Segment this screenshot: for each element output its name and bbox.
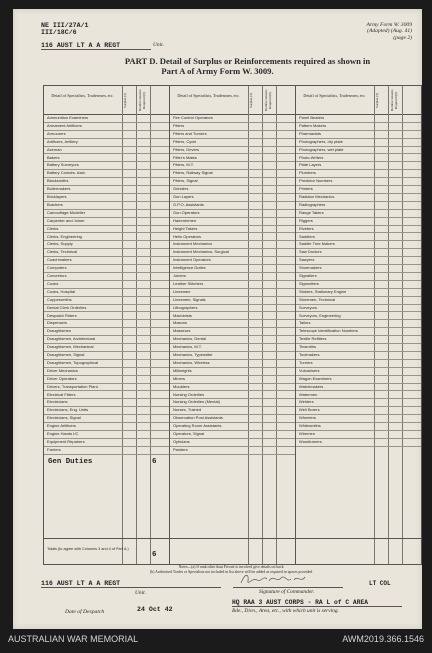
trade-label: Height Takers — [173, 225, 198, 231]
trade-label: Observation Post Assistants — [173, 415, 223, 421]
trade-label: Dental Clerk Orderlies — [47, 304, 87, 310]
trade-label: Electricians — [47, 399, 68, 405]
trade-label: Blacksmiths — [47, 178, 69, 184]
handwritten-signature — [239, 571, 319, 587]
trade-label: Photographers, dry plate — [299, 138, 343, 144]
typed-entry-value: 6 — [152, 457, 157, 466]
table-row — [44, 446, 169, 455]
footer-unit-label: Unit. — [135, 590, 146, 596]
trade-label: Butchers — [47, 201, 63, 207]
form-identifier — [367, 22, 412, 41]
trade-label: Riveters — [299, 225, 314, 231]
trade-label: Carpenter and Joiner — [47, 217, 85, 223]
trade-label: Helio Operators — [173, 233, 202, 239]
form-page-number: (page 2) — [393, 34, 412, 41]
trade-label: Electricians, Signal — [47, 415, 81, 421]
trade-label: Concretors — [47, 273, 67, 278]
trade-label: Draughtsmen — [47, 328, 72, 334]
trade-label: Storemen, Technical — [299, 296, 336, 302]
trade-label: Wheelers — [299, 415, 316, 421]
trade-label: Fitters — [173, 122, 185, 128]
trade-label: Linesmen — [173, 288, 191, 294]
trade-label: Instrument Mechanics — [173, 241, 213, 247]
trade-label: Fitters, Drivers — [173, 146, 199, 152]
trade-label: Joiners — [173, 273, 186, 278]
trade-label: Saw Doctors — [299, 249, 322, 255]
trade-label: Masseurs — [173, 328, 191, 334]
trade-label: Panel Beaters — [299, 115, 325, 120]
trade-label: Intelligence Duties — [173, 265, 206, 271]
trade-label: Fitters, Railway Signal — [173, 170, 213, 176]
reinforcements-header: Reinforcements Required (6) — [138, 89, 146, 111]
trade-label: Cooks, Hospital — [47, 288, 76, 294]
trade-label: Mechanics, Dental — [173, 336, 206, 342]
trade-label: Leather Stitchers — [173, 280, 204, 286]
trade-label: Despatch Riders — [47, 312, 77, 318]
trade-label: Vulcanisers — [299, 367, 320, 373]
column-header-label: Detail of Specialists, Tradesmen, etc. — [303, 93, 366, 98]
trade-label: Saddle Tree Makers — [299, 241, 335, 247]
specialists-table — [43, 85, 422, 565]
trade-label: Photo-Writers — [299, 154, 324, 160]
reinforcements-header: Reinforcements Required (6) — [264, 89, 272, 111]
note-b: (b) Authorised Trades or Specialists not included in list above will be added as required in spaces provided. — [149, 570, 314, 574]
unit-name: 116 AUST LT A A REGT — [41, 42, 151, 50]
title-line-1: PART D. Detail of Surplus or Reinforcements required as shown in — [124, 56, 371, 66]
trade-label: Sawyers — [299, 257, 315, 263]
trade-label: Radiator Mechanics — [299, 194, 335, 199]
trade-label: Watchmakers — [299, 383, 324, 389]
trade-label: Fire Control Operators — [173, 115, 213, 120]
trade-label: Clerks, Supply — [47, 241, 73, 247]
trade-label: Shoemakers — [299, 265, 322, 271]
commander-rank: LT COL — [369, 580, 391, 587]
trade-label: Watermen — [299, 391, 318, 397]
trade-label: Nurses, Trained — [173, 407, 202, 413]
archive-reference: AWM2019.366.1546 — [342, 634, 424, 644]
form-adapted: (Adapted) (Aug. 41) — [367, 28, 412, 35]
form-title — [13, 56, 422, 76]
trade-label: Range Takers — [299, 209, 324, 215]
trade-label: Photographers, wet plate — [299, 146, 344, 152]
trade-label: Dispensers — [47, 320, 68, 326]
trade-label: Armament Artificers — [47, 122, 82, 128]
date-of-despatch-label: Date of Despatch — [65, 609, 105, 615]
ref-line-2: III/18C/6 — [41, 29, 77, 36]
trade-label: Battery Comdrs. Asst. — [47, 170, 86, 176]
trade-label: Mechanics, M.T. — [173, 344, 202, 350]
trade-label: Draughtsmen, Topographical — [47, 359, 99, 365]
trade-label: Miners — [173, 375, 186, 381]
reinforcements-header: Reinforcements Required (6) — [390, 89, 398, 111]
notes — [43, 565, 420, 575]
trade-label: Painters — [173, 446, 188, 452]
trade-label: G.P.O. Assistants — [173, 201, 204, 207]
trade-label: Signallers — [299, 273, 317, 278]
trade-label: Nursing Orderlies (Mental) — [173, 399, 220, 405]
trade-label: Farriers — [47, 446, 61, 452]
totals-row — [44, 538, 169, 565]
totals-row — [170, 538, 295, 565]
trade-label: Coachmakers — [47, 257, 72, 263]
trade-label: Operators, Signal — [173, 431, 205, 436]
totals-label: Totals (to agree with Columns 3 and 4 of Part A.) — [47, 547, 129, 551]
table-column-3 — [296, 86, 421, 564]
trade-label: Wagon Examiners — [299, 375, 332, 381]
surplus-header: Surplus (5) — [375, 92, 379, 108]
trade-label: Operating Room Assistants — [173, 423, 222, 429]
trade-label: Fitter's Mates — [173, 154, 197, 160]
trade-label: Pattern Makers — [299, 122, 327, 128]
trade-label: Plumbers — [299, 170, 316, 176]
trade-label: Driver Operators — [47, 375, 77, 381]
totals-value: 6 — [152, 551, 157, 559]
surplus-header: Surplus (5) — [123, 92, 127, 108]
trade-label: Surveyors, Engineering — [299, 312, 341, 318]
table-row — [170, 446, 295, 455]
trade-label: Computers — [47, 265, 67, 271]
trade-label: Draughtsmen, Architectural — [47, 336, 96, 342]
trade-label: Axeman — [47, 146, 62, 152]
trade-label: Fitters, Cycle — [173, 138, 197, 144]
trade-label: Saddlers — [299, 233, 315, 239]
totals-row — [296, 538, 421, 565]
trade-label: Bakers — [47, 154, 60, 160]
trade-label: Engine Artificers — [47, 423, 76, 429]
trade-label: Grinders — [173, 186, 189, 192]
trade-label: Fitters, Signal — [173, 178, 198, 184]
trade-label: Electrical Fitters — [47, 391, 76, 397]
surplus-header: Surplus (5) — [249, 92, 253, 108]
trade-label: Battery Surveyors — [47, 162, 79, 168]
trade-label: Tailors — [299, 320, 311, 326]
headquarters-label: Bde., Divn., Area, etc., with which unit is serving. — [232, 608, 339, 614]
table-column-1 — [44, 86, 170, 564]
note-a: Notes—(a) If rank other than Private is involved give details on back. — [178, 565, 285, 569]
trade-label: Mechanics, Wireless — [173, 359, 210, 365]
trade-label: Gun Operators — [173, 209, 200, 215]
trade-label: Draughtsmen, Signal — [47, 352, 85, 357]
trade-label: Riggers — [299, 217, 313, 223]
form-number: Army Form W. 3009 — [366, 22, 412, 28]
table-row — [296, 438, 421, 447]
form-page — [13, 9, 422, 629]
trade-label: Stokers, Stationary Engine — [299, 288, 347, 294]
trade-label: Radiographers — [299, 201, 326, 207]
trade-label: Plate Layers — [299, 162, 322, 168]
trade-label: Opticians — [173, 438, 190, 444]
trade-label: Signwriters — [299, 280, 319, 286]
trade-label: Wiremen — [299, 431, 316, 436]
table-column-2 — [170, 86, 296, 564]
trade-label: Welders — [299, 399, 314, 405]
trade-label: Equipment Repairers — [47, 438, 85, 444]
trade-label: Clerks, Technical — [47, 249, 78, 255]
trade-label: Whitesmiths — [299, 423, 321, 429]
trade-label: Boilermakers — [47, 186, 71, 192]
trade-label: Engine Hands I/C — [47, 431, 79, 436]
trade-label: Surveyors — [299, 304, 318, 310]
date-of-despatch: 24 Oct 42 — [137, 606, 173, 613]
trade-label: Gun Layers — [173, 194, 194, 199]
signature-label: Signature of Commander. — [259, 589, 315, 595]
trade-label: Woodturners — [299, 438, 322, 444]
trade-label: Lithographers — [173, 304, 198, 310]
trade-label: Electricians, Eng. Units — [47, 407, 89, 413]
trade-label: Mechanics, Typewriter — [173, 352, 213, 357]
trade-label: Driver Mechanics — [47, 367, 78, 373]
trade-label: Clerks — [47, 225, 59, 231]
reference-numbers — [41, 22, 88, 36]
trade-label: Machinists — [173, 312, 192, 318]
trade-label: Nursing Orderlies — [173, 391, 205, 397]
trade-label: Printers — [299, 186, 313, 192]
footer-unit-name: 116 AUST LT A A REGT — [41, 580, 221, 588]
trade-label: Fitters, M.T. — [173, 162, 194, 168]
trade-label: Instrument Operators — [173, 257, 211, 263]
trade-label: Armourers — [47, 130, 66, 136]
trade-label: Drivers, Transportation Plant — [47, 383, 98, 389]
trade-label: Draughtsmen, Mechanical — [47, 344, 94, 350]
headquarters: HQ RAA 3 AUST CORPS - RA L of C AREA — [232, 599, 402, 607]
trade-label: Toolmakers — [299, 352, 320, 357]
trade-label: Turners — [299, 359, 313, 365]
trade-label: Well Borers — [299, 407, 320, 413]
unit-label: Unit. — [153, 42, 164, 48]
trade-label: Predictor Numbers — [299, 178, 333, 184]
trade-label: Hammermen — [173, 217, 197, 223]
trade-label: Masons — [173, 320, 188, 326]
trade-label: Tinsmiths — [299, 344, 316, 350]
commander-signature — [233, 571, 343, 588]
column-header-label: Detail of Specialists, Tradesmen, etc. — [177, 93, 240, 98]
trade-label: Textile Refitters — [299, 336, 327, 342]
trade-label: Fitters and Turners — [173, 130, 207, 136]
trade-label: Pharmacists — [299, 130, 322, 136]
trade-label: Ammunition Examiners — [47, 115, 89, 120]
trade-label: Millwrights — [173, 367, 192, 373]
trade-label: Instrument Mechanics, Surgical — [173, 249, 229, 255]
typed-entry-label: Gen Duties — [48, 457, 93, 466]
trade-label: Cooks — [47, 280, 59, 286]
trade-label: Camouflage Modeller — [47, 209, 86, 215]
trade-label: Linesmen, Signals — [173, 296, 206, 302]
trade-label: Telescope Identification Numbers — [299, 328, 358, 334]
trade-label: Moulders — [173, 383, 190, 389]
archive-credit: AUSTRALIAN WAR MEMORIAL — [8, 634, 139, 644]
trade-label: Artificers, Artillery — [47, 138, 78, 144]
column-header-label: Detail of Specialists, Tradesmen, etc. — [51, 93, 114, 98]
trade-label: Bricklayers — [47, 194, 67, 199]
trade-label: Coppersmiths — [47, 296, 72, 302]
title-line-2: Part A of Army Form W. 3009. — [161, 66, 274, 76]
trade-label: Clerks, Engineering — [47, 233, 82, 239]
ref-line-1: NE III/27A/1 — [41, 22, 89, 29]
